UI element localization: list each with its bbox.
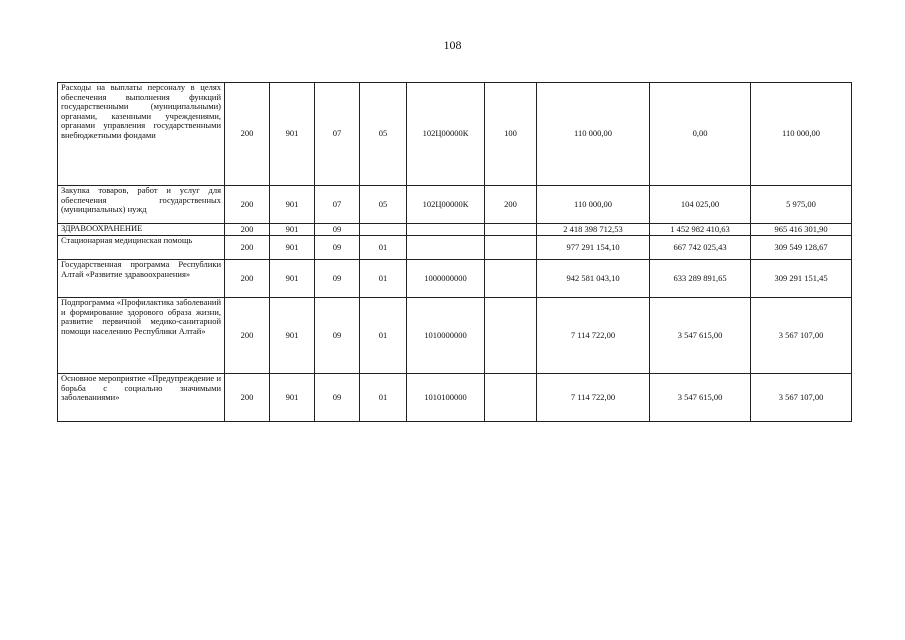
cell-expense-type xyxy=(485,298,537,374)
table-row xyxy=(58,83,852,186)
cell-section: 07 xyxy=(315,186,360,224)
cell-expense-type xyxy=(485,224,537,236)
cell-ministry-code: 901 xyxy=(270,260,315,298)
cell-subsection: 01 xyxy=(360,298,407,374)
cell-amount-planned: 977 291 154,10 xyxy=(537,236,650,260)
cell-target-article: 102Ц00000К xyxy=(407,186,485,224)
cell-expense-type xyxy=(485,260,537,298)
cell-ministry-code: 901 xyxy=(270,186,315,224)
cell-amount-remaining: 309 291 151,45 xyxy=(751,260,852,298)
cell-amount-remaining: 309 549 128,67 xyxy=(751,236,852,260)
table-row xyxy=(58,224,852,236)
cell-section: 09 xyxy=(315,260,360,298)
cell-ministry-code: 901 xyxy=(270,374,315,422)
row-name: Государственная программа Республики Алтай «Развитие здравоохранения» xyxy=(58,260,225,298)
cell-admin-code: 200 xyxy=(225,374,270,422)
budget-table xyxy=(57,82,852,422)
row-name: Стационарная медицинская помощь xyxy=(58,236,225,260)
cell-admin-code: 200 xyxy=(225,224,270,236)
cell-section: 09 xyxy=(315,224,360,236)
cell-target-article: 1010100000 xyxy=(407,374,485,422)
cell-amount-remaining: 965 416 301,90 xyxy=(751,224,852,236)
cell-subsection: 01 xyxy=(360,374,407,422)
cell-section: 09 xyxy=(315,298,360,374)
cell-amount-remaining: 3 567 107,00 xyxy=(751,298,852,374)
cell-admin-code: 200 xyxy=(225,236,270,260)
cell-admin-code: 200 xyxy=(225,260,270,298)
table-row xyxy=(58,186,852,224)
cell-admin-code: 200 xyxy=(225,186,270,224)
row-name: ЗДРАВООХРАНЕНИЕ xyxy=(58,224,225,236)
cell-amount-remaining: 110 000,00 xyxy=(751,83,852,186)
cell-admin-code: 200 xyxy=(225,83,270,186)
cell-section: 07 xyxy=(315,83,360,186)
cell-subsection: 05 xyxy=(360,83,407,186)
cell-amount-planned: 110 000,00 xyxy=(537,186,650,224)
cell-amount-executed: 3 547 615,00 xyxy=(650,374,751,422)
cell-subsection: 01 xyxy=(360,260,407,298)
cell-target-article: 1000000000 xyxy=(407,260,485,298)
cell-amount-executed: 667 742 025,43 xyxy=(650,236,751,260)
table-row xyxy=(58,260,852,298)
cell-amount-remaining: 5 975,00 xyxy=(751,186,852,224)
page-number: 108 xyxy=(443,38,462,52)
cell-expense-type: 200 xyxy=(485,186,537,224)
cell-admin-code: 200 xyxy=(225,298,270,374)
cell-target-article: 1010000000 xyxy=(407,298,485,374)
cell-amount-executed: 3 547 615,00 xyxy=(650,298,751,374)
cell-amount-remaining: 3 567 107,00 xyxy=(751,374,852,422)
cell-section: 09 xyxy=(315,236,360,260)
row-name: Закупка товаров, работ и услуг для обеспечения государственных (муниципальных) нужд xyxy=(58,186,225,224)
row-name: Расходы на выплаты персоналу в целях обеспечения выполнения функций государственными (муниципальными) органами, казенными учреждениями, органами управления государственными внебюджетными фондами xyxy=(58,83,225,186)
cell-amount-planned: 2 418 398 712,53 xyxy=(537,224,650,236)
cell-ministry-code: 901 xyxy=(270,83,315,186)
cell-subsection xyxy=(360,224,407,236)
cell-ministry-code: 901 xyxy=(270,236,315,260)
row-name: Основное мероприятие «Предупреждение и борьба с социально значимыми заболеваниями» xyxy=(58,374,225,422)
cell-amount-executed: 104 025,00 xyxy=(650,186,751,224)
cell-expense-type xyxy=(485,374,537,422)
table-row xyxy=(58,236,852,260)
cell-amount-planned: 7 114 722,00 xyxy=(537,298,650,374)
cell-target-article: 102Ц00000К xyxy=(407,83,485,186)
cell-ministry-code: 901 xyxy=(270,298,315,374)
cell-subsection: 01 xyxy=(360,236,407,260)
table-row xyxy=(58,298,852,374)
cell-ministry-code: 901 xyxy=(270,224,315,236)
cell-amount-executed: 633 289 891,65 xyxy=(650,260,751,298)
row-name: Подпрограмма «Профилактика заболеваний и формирование здорового образа жизни, развитие первичной медико-санитарной помощи населению Республики Алтай» xyxy=(58,298,225,374)
cell-amount-planned: 110 000,00 xyxy=(537,83,650,186)
cell-amount-planned: 942 581 043,10 xyxy=(537,260,650,298)
cell-subsection: 05 xyxy=(360,186,407,224)
cell-amount-executed: 1 452 982 410,63 xyxy=(650,224,751,236)
cell-expense-type: 100 xyxy=(485,83,537,186)
cell-expense-type xyxy=(485,236,537,260)
cell-amount-planned: 7 114 722,00 xyxy=(537,374,650,422)
cell-section: 09 xyxy=(315,374,360,422)
cell-amount-executed: 0,00 xyxy=(650,83,751,186)
cell-target-article xyxy=(407,236,485,260)
cell-target-article xyxy=(407,224,485,236)
table-row xyxy=(58,374,852,422)
